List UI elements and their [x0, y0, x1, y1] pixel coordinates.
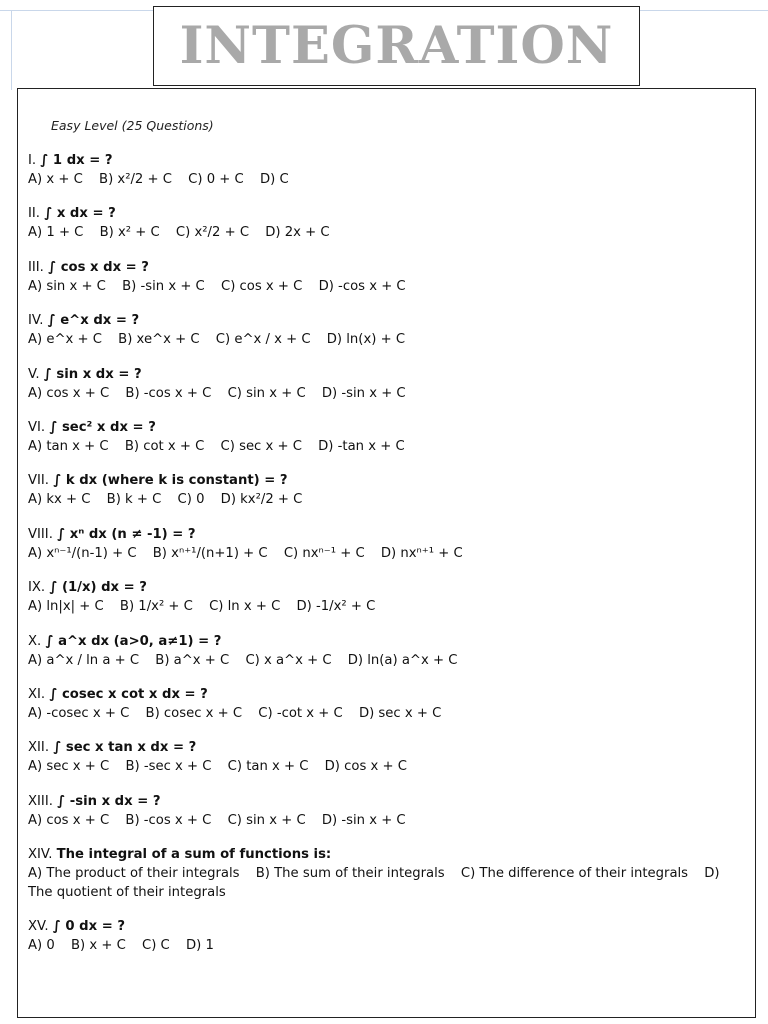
answer-option: D) ln(a) a^x + C: [347, 652, 458, 668]
question-item: [28, 151, 743, 204]
answer-option: D) -tan x + C: [318, 438, 405, 454]
title-banner: [153, 6, 640, 86]
question-item: [28, 471, 743, 524]
answer-options: [28, 651, 743, 670]
question-number: XI.: [28, 686, 46, 702]
answer-options: [28, 330, 743, 349]
answer-option: A) cos x + C: [28, 385, 110, 401]
question-item: [28, 685, 743, 738]
question-number: VI.: [28, 419, 46, 435]
question-item: [28, 738, 743, 791]
answer-option: A) The product of their integrals: [28, 866, 240, 882]
question-line: [28, 917, 743, 936]
question-stem: The integral of a sum of functions is:: [56, 847, 332, 863]
answer-option: B) cot x + C: [124, 438, 205, 454]
answer-option: B) x²/2 + C: [99, 172, 172, 187]
answer-option: B) a^x + C: [155, 652, 230, 668]
question-line: [28, 258, 743, 277]
answer-option: C) cos x + C: [220, 278, 303, 294]
answer-option: C) sec x + C: [220, 438, 302, 454]
answer-option: C) sin x + C: [227, 812, 306, 828]
question-number: IV.: [28, 313, 44, 329]
answer-option: B) 1/x² + C: [119, 599, 193, 615]
question-list: [28, 151, 743, 970]
question-number: XIII.: [28, 793, 53, 809]
answer-options: [28, 437, 743, 456]
question-item: [28, 311, 743, 364]
question-item: [28, 632, 743, 685]
answer-options: [28, 223, 743, 242]
question-line: [28, 632, 743, 651]
answer-options: [28, 597, 743, 616]
answer-options: [28, 936, 743, 955]
question-line: [28, 738, 743, 757]
answer-option: B) -cos x + C: [125, 812, 212, 828]
question-line: [28, 151, 743, 170]
question-item: [28, 845, 743, 917]
answer-option: D) 2x + C: [265, 225, 330, 241]
answer-option: A) kx + C: [28, 492, 91, 508]
question-number: VIII.: [28, 526, 53, 542]
answer-option: C) 0 + C: [188, 172, 244, 187]
question-stem: ∫ xⁿ dx (n ≠ -1) = ?: [57, 526, 196, 542]
answer-option: C) sin x + C: [227, 385, 306, 401]
question-item: [28, 792, 743, 845]
answer-option: B) -sec x + C: [125, 759, 212, 775]
question-number: III.: [28, 259, 44, 275]
question-number: XII.: [28, 740, 50, 756]
answer-option: B) xe^x + C: [118, 332, 200, 348]
level-subtitle: Easy Level (25 Questions): [51, 118, 214, 133]
question-line: [28, 204, 743, 223]
answer-options: [28, 490, 743, 509]
answer-option: D) sec x + C: [358, 705, 442, 721]
answer-options: [28, 864, 743, 902]
answer-option: D) kx²/2 + C: [220, 492, 303, 508]
question-item: [28, 365, 743, 418]
question-number: X.: [28, 633, 42, 649]
question-sheet: [17, 88, 756, 1018]
answer-option: C) 0: [177, 492, 205, 508]
answer-option: A) x + C: [28, 172, 83, 187]
question-number: I.: [28, 153, 37, 168]
question-stem: ∫ 0 dx = ?: [52, 919, 125, 935]
answer-option: C) nxⁿ⁻¹ + C: [283, 545, 365, 561]
answer-option: D) -sin x + C: [321, 812, 406, 828]
question-line: [28, 792, 743, 811]
question-stem: ∫ sec x tan x dx = ?: [53, 740, 197, 756]
answer-option: D) cos x + C: [324, 759, 407, 775]
answer-option: D) C: [259, 172, 289, 187]
answer-option: A) tan x + C: [28, 438, 109, 454]
answer-option: C) x²/2 + C: [175, 225, 250, 241]
answer-option: D) 1: [185, 938, 214, 954]
answer-option: D) -sin x + C: [321, 385, 406, 401]
answer-option: A) e^x + C: [28, 332, 102, 348]
question-line: [28, 418, 743, 437]
answer-options: [28, 277, 743, 296]
question-stem: ∫ -sin x dx = ?: [57, 793, 161, 809]
answer-options: [28, 544, 743, 563]
answer-options: [28, 384, 743, 403]
answer-option: D) nxⁿ⁺¹ + C: [380, 545, 463, 561]
question-item: [28, 258, 743, 311]
answer-option: B) x + C: [70, 938, 126, 954]
answer-option: B) x² + C: [99, 225, 160, 241]
question-item: [28, 917, 743, 970]
answer-option: D) The quotient of their integrals: [28, 866, 720, 901]
question-number: IX.: [28, 580, 46, 596]
question-line: [28, 685, 743, 704]
answer-option: D) -cos x + C: [318, 278, 406, 294]
question-item: [28, 418, 743, 471]
question-stem: ∫ sec² x dx = ?: [49, 419, 156, 435]
question-stem: ∫ (1/x) dx = ?: [49, 580, 147, 596]
answer-option: A) 0: [28, 938, 55, 954]
question-line: [28, 311, 743, 330]
question-number: V.: [28, 366, 40, 382]
answer-option: B) -sin x + C: [122, 278, 205, 294]
answer-option: C) x a^x + C: [245, 652, 332, 668]
question-stem: ∫ cos x dx = ?: [48, 259, 149, 275]
answer-options: [28, 757, 743, 776]
answer-option: A) -cosec x + C: [28, 705, 130, 721]
answer-option: B) The sum of their integrals: [255, 866, 445, 882]
answer-option: C) The difference of their integrals: [460, 866, 689, 882]
page-title: INTEGRATION: [179, 16, 614, 76]
question-stem: ∫ 1 dx = ?: [40, 153, 113, 168]
answer-option: B) cosec x + C: [145, 705, 243, 721]
answer-option: C) -cot x + C: [258, 705, 343, 721]
answer-option: A) sin x + C: [28, 278, 106, 294]
question-stem: ∫ sin x dx = ?: [43, 366, 142, 382]
question-line: [28, 471, 743, 490]
answer-option: C) ln x + C: [209, 599, 281, 615]
answer-option: C) tan x + C: [227, 759, 309, 775]
question-stem: ∫ e^x dx = ?: [47, 313, 140, 329]
answer-option: C) e^x / x + C: [215, 332, 311, 348]
answer-option: C) C: [142, 938, 170, 954]
answer-option: A) sec x + C: [28, 759, 110, 775]
answer-option: A) ln|x| + C: [28, 599, 104, 615]
answer-option: B) k + C: [106, 492, 162, 508]
question-line: [28, 365, 743, 384]
answer-option: D) -1/x² + C: [296, 599, 376, 615]
answer-options: [28, 811, 743, 830]
question-stem: ∫ a^x dx (a>0, a≠1) = ?: [45, 633, 222, 649]
question-number: XIV.: [28, 847, 53, 863]
question-number: XV.: [28, 919, 49, 935]
question-number: VII.: [28, 473, 49, 489]
answer-option: B) xⁿ⁺¹/(n+1) + C: [152, 545, 268, 561]
question-line: [28, 525, 743, 544]
question-item: [28, 204, 743, 257]
answer-option: A) cos x + C: [28, 812, 110, 828]
answer-options: [28, 704, 743, 723]
answer-option: A) 1 + C: [28, 225, 84, 241]
answer-option: A) a^x / ln a + C: [28, 652, 140, 668]
question-line: [28, 845, 743, 864]
question-item: [28, 525, 743, 578]
answer-option: D) ln(x) + C: [326, 332, 406, 348]
question-number: II.: [28, 206, 40, 222]
answer-option: A) xⁿ⁻¹/(n-1) + C: [28, 545, 137, 561]
question-line: [28, 578, 743, 597]
answer-options: [28, 170, 743, 189]
page-left-rule: [11, 10, 12, 90]
question-stem: ∫ k dx (where k is constant) = ?: [53, 473, 288, 489]
question-item: [28, 578, 743, 631]
question-stem: ∫ cosec x cot x dx = ?: [49, 686, 208, 702]
question-stem: ∫ x dx = ?: [44, 206, 116, 222]
answer-option: B) -cos x + C: [125, 385, 212, 401]
